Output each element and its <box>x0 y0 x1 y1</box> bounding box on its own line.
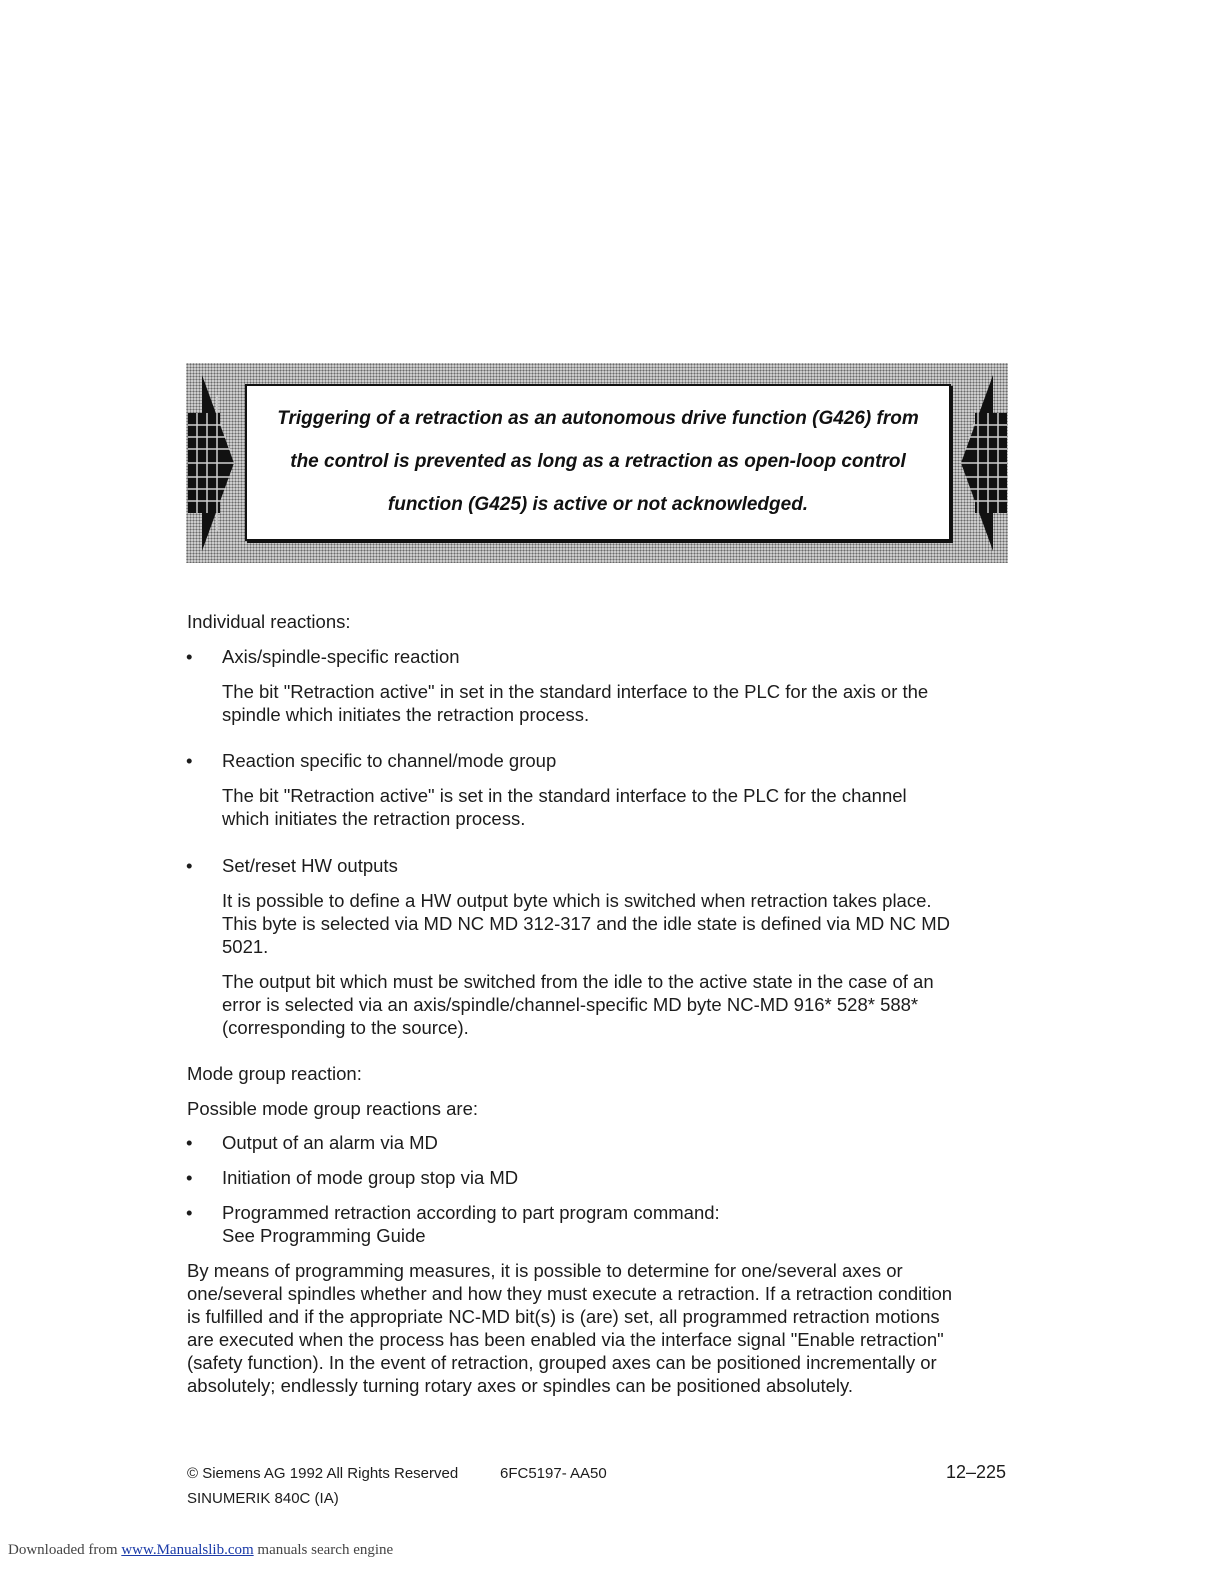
item-desc-axis-spindle-line-1: The bit "Retraction active" in set in the standard interface to the PLC for the axis or the <box>222 681 929 702</box>
bullet: • <box>186 1132 193 1153</box>
item-desc-axis-spindle-line-2: spindle which initiates the retraction process. <box>222 704 590 725</box>
left-arrow-icon <box>188 375 240 551</box>
item-desc-output-bit-line-2: error is selected via an axis/spindle/channel-specific MD byte NC-MD 916* 528* 588* <box>222 994 919 1015</box>
bullet: • <box>186 1167 193 1188</box>
mode-item-alarm: Output of an alarm via MD <box>222 1132 438 1153</box>
download-prefix: Downloaded from <box>8 1542 118 1558</box>
footer-order-number: 6FC5197- AA50 <box>500 1465 607 1482</box>
item-title-channel-mode-group: Reaction specific to channel/mode group <box>222 750 557 771</box>
section-heading-individual-reactions: Individual reactions: <box>187 611 351 632</box>
item-desc-hw-outputs-line-2: This byte is selected via MD NC MD 312-317 and the idle state is defined via MD NC MD <box>222 913 950 934</box>
final-paragraph-line-3: is fulfilled and if the appropriate NC-MD bit(s) is (are) set, all programmed retraction motions <box>187 1306 940 1327</box>
item-desc-output-bit-line-1: The output bit which must be switched from the idle to the active state in the case of an <box>222 971 934 992</box>
item-desc-output-bit-line-3: (corresponding to the source). <box>222 1017 469 1038</box>
manualslib-link[interactable]: www.Manualslib.com <box>121 1542 254 1558</box>
item-desc-channel-line-1: The bit "Retraction active" is set in the standard interface to the PLC for the channel <box>222 785 907 806</box>
note-line-2: the control is prevented as long as a retraction as open-loop control <box>290 451 906 472</box>
download-notice <box>8 1542 393 1559</box>
item-title-hw-outputs: Set/reset HW outputs <box>222 855 398 876</box>
mode-item-stop: Initiation of mode group stop via MD <box>222 1167 519 1188</box>
bullet: • <box>186 750 193 771</box>
download-suffix: manuals search engine <box>257 1542 394 1558</box>
right-arrow-icon <box>955 375 1007 551</box>
footer-product: SINUMERIK 840C (IA) <box>187 1490 339 1507</box>
mode-item-programmed-retraction-line-2: See Programming Guide <box>222 1225 426 1246</box>
final-paragraph-line-2: one/several spindles whether and how they must execute a retraction. If a retraction condition <box>187 1283 953 1304</box>
final-paragraph-line-6: absolutely; endlessly turning rotary axes or spindles can be positioned absolutely. <box>187 1375 854 1396</box>
note-line-1: Triggering of a retraction as an autonomous drive function (G426) from <box>277 408 919 429</box>
section-heading-mode-group-reaction: Mode group reaction: <box>187 1063 362 1084</box>
item-title-axis-spindle: Axis/spindle-specific reaction <box>222 646 460 667</box>
bullet: • <box>186 1202 193 1223</box>
bullet: • <box>186 646 193 667</box>
note-line-3: function (G425) is active or not acknowledged. <box>387 494 809 515</box>
final-paragraph-line-4: are executed when the process has been enabled via the interface signal "Enable retraction" <box>187 1329 944 1350</box>
page-number: 12–225 <box>946 1462 1007 1482</box>
paragraph-possible-reactions: Possible mode group reactions are: <box>187 1098 479 1119</box>
final-paragraph-line-5: (safety function). In the event of retraction, grouped axes can be positioned incrementally or <box>187 1352 937 1373</box>
bullet: • <box>186 855 193 876</box>
final-paragraph-line-1: By means of programming measures, it is possible to determine for one/several axes or <box>187 1260 903 1281</box>
item-desc-hw-outputs-line-1: It is possible to define a HW output byte which is switched when retraction takes place. <box>222 890 932 911</box>
item-desc-hw-outputs-line-3: 5021. <box>222 936 269 957</box>
item-desc-channel-line-2: which initiates the retraction process. <box>222 808 526 829</box>
footer-copyright: © Siemens AG 1992 All Rights Reserved <box>187 1465 459 1482</box>
mode-item-programmed-retraction-line-1: Programmed retraction according to part program command: <box>222 1202 720 1223</box>
